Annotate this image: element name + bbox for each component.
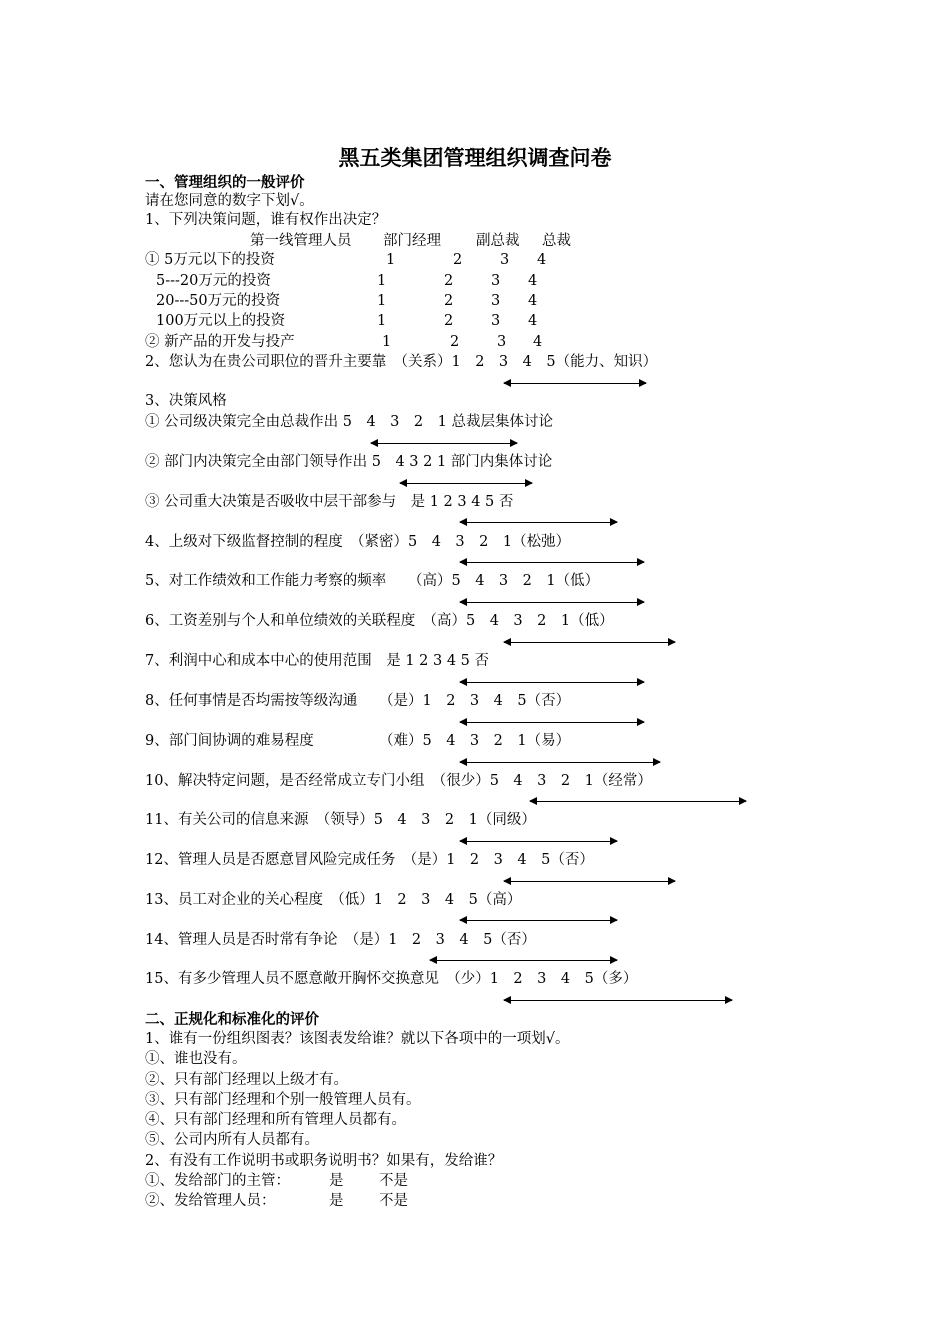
q1-option[interactable]: 3: [491, 273, 501, 289]
question-9[interactable]: 9、部门间协调的难易程度 （难）5 4 3 2 1（易）: [145, 733, 571, 749]
question-5[interactable]: 5、对工作绩效和工作能力考察的频率 （高）5 4 3 2 1（低）: [145, 573, 600, 589]
question-15[interactable]: 15、有多少管理人员不愿意敞开胸怀交换意见 （少）1 2 3 4 5（多）: [145, 971, 638, 987]
question-3c[interactable]: ③ 公司重大决策是否吸收中层干部参与 是 1 2 3 4 5 否: [145, 494, 514, 510]
question-2[interactable]: 2、您认为在贵公司职位的晋升主要靠 （关系）1 2 3 4 5（能力、知识）: [145, 354, 658, 370]
section1-intro: 请在您同意的数字下划√。: [145, 193, 314, 209]
question-8[interactable]: 8、任何事情是否均需按等级沟通 （是）1 2 3 4 5（否）: [145, 693, 571, 709]
no-option[interactable]: 不是: [379, 1173, 408, 1189]
q1-option[interactable]: 2: [444, 293, 454, 309]
yes-option[interactable]: 是: [329, 1173, 344, 1189]
q1-option[interactable]: 4: [528, 273, 538, 289]
q1-option[interactable]: 3: [497, 334, 507, 350]
page-title: 黑五类集团管理组织调查问卷: [338, 146, 612, 170]
q1-row-label: 5---20万元的投资: [156, 273, 271, 289]
question-6[interactable]: 6、工资差别与个人和单位绩效的关联程度 （高）5 4 3 2 1（低）: [145, 613, 614, 629]
s2-question-2: 2、有没有工作说明书或职务说明书？如果有，发给谁？: [145, 1153, 503, 1169]
section2-heading: 二、正规化和标准化的评价: [145, 1012, 319, 1028]
q1-option[interactable]: 1: [377, 313, 387, 329]
no-option[interactable]: 不是: [379, 1193, 408, 1209]
s2-option-1[interactable]: ①、谁也没有。: [145, 1051, 247, 1067]
yes-option[interactable]: 是: [329, 1193, 344, 1209]
q1-option[interactable]: 4: [537, 252, 547, 268]
scale-arrow: [530, 801, 746, 802]
s2-option-4[interactable]: ④、只有部门经理和所有管理人员都有。: [145, 1112, 406, 1128]
q1-row-label: ② 新产品的开发与投产: [145, 334, 295, 350]
q1-row-label: 20---50万元的投资: [156, 293, 281, 309]
scale-arrow: [460, 562, 644, 563]
q1-option[interactable]: 3: [491, 293, 501, 309]
scale-arrow: [400, 483, 532, 484]
scale-arrow: [504, 383, 646, 384]
s2-question-1: 1、谁有一份组织图表？该图表发给谁？就以下各项中的一项划√。: [145, 1031, 570, 1047]
s2-option-2[interactable]: ②、只有部门经理以上级才有。: [145, 1072, 348, 1088]
q1-option[interactable]: 2: [450, 334, 460, 350]
q1-option[interactable]: 1: [386, 252, 396, 268]
scale-arrow: [460, 841, 617, 842]
q1-col-vp: 副总裁: [476, 233, 520, 249]
question-10[interactable]: 10、解决特定问题，是否经常成立专门小组 （很少）5 4 3 2 1（经常）: [145, 773, 652, 789]
s2-option-5[interactable]: ⑤、公司内所有人员都有。: [145, 1132, 319, 1148]
s2-q2-item-label: ①、发给部门的主管：: [145, 1173, 290, 1189]
q1-option[interactable]: 1: [377, 273, 387, 289]
scale-arrow: [504, 1000, 732, 1001]
scale-arrow: [460, 762, 660, 763]
scale-arrow: [504, 642, 675, 643]
scale-arrow: [460, 920, 617, 921]
question-12[interactable]: 12、管理人员是否愿意冒风险完成任务 （是）1 2 3 4 5（否）: [145, 852, 594, 868]
q1-row-label: 100万元以上的投资: [156, 313, 286, 329]
question-3: 3、决策风格: [145, 393, 227, 409]
q1-option[interactable]: 1: [382, 334, 392, 350]
q1-option[interactable]: 3: [500, 252, 510, 268]
s2-option-3[interactable]: ③、只有部门经理和个别一般管理人员有。: [145, 1092, 421, 1108]
s2-q2-item-label: ②、发给管理人员：: [145, 1193, 276, 1209]
q1-option[interactable]: 1: [377, 293, 387, 309]
q1-col-president: 总裁: [542, 233, 571, 249]
q1-option[interactable]: 4: [528, 313, 538, 329]
question-1: 1、下列决策问题，谁有权作出决定？: [145, 212, 387, 228]
q1-option[interactable]: 3: [491, 313, 501, 329]
scale-arrow: [371, 443, 517, 444]
scale-arrow: [460, 722, 644, 723]
question-14[interactable]: 14、管理人员是否时常有争论 （是）1 2 3 4 5（否）: [145, 932, 536, 948]
section1-heading: 一、管理组织的一般评价: [145, 175, 305, 191]
q1-col-frontline: 第一线管理人员: [250, 233, 352, 249]
question-3b[interactable]: ② 部门内决策完全由部门领导作出 5 4 3 2 1 部门内集体讨论: [145, 454, 553, 470]
q1-row-label: ① 5万元以下的投资: [145, 252, 275, 268]
scale-arrow: [504, 881, 675, 882]
question-13[interactable]: 13、员工对企业的关心程度 （低）1 2 3 4 5（高）: [145, 892, 522, 908]
question-4[interactable]: 4、上级对下级监督控制的程度 （紧密）5 4 3 2 1（松弛）: [145, 534, 571, 550]
question-11[interactable]: 11、有关公司的信息来源 （领导）5 4 3 2 1（同级）: [145, 812, 536, 828]
q1-option[interactable]: 2: [453, 252, 463, 268]
scale-arrow: [460, 522, 617, 523]
scale-arrow: [460, 602, 644, 603]
q1-col-dept-manager: 部门经理: [383, 233, 441, 249]
q1-option[interactable]: 2: [444, 313, 454, 329]
q1-option[interactable]: 4: [528, 293, 538, 309]
scale-arrow: [430, 960, 617, 961]
q1-option[interactable]: 2: [444, 273, 454, 289]
question-7[interactable]: 7、利润中心和成本中心的使用范围 是 1 2 3 4 5 否: [145, 653, 490, 669]
question-3a[interactable]: ① 公司级决策完全由总裁作出 5 4 3 2 1 总裁层集体讨论: [145, 414, 553, 430]
scale-arrow: [460, 682, 644, 683]
q1-option[interactable]: 4: [533, 334, 543, 350]
